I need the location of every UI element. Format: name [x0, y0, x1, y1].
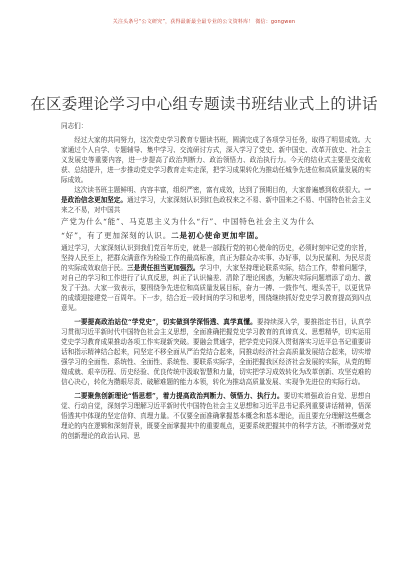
point-three-heading: 三是责任担当更加强烈。 [126, 264, 200, 272]
paragraph-achievements [61, 185, 371, 215]
text-run: “好”，有了更加深刻的认识。 [61, 231, 172, 240]
text-run: 通过学习，大家深刻认识到我们党百年历史，就是一部践行党的初心使命的历史，必须时刻牢记党的宗旨，坚持人民至上，把群众满意作为检验工作的最高标准，真正为群众办实事、办好事，以为民谋利、为民尽责的实际成效取信于民。 [61, 244, 371, 272]
point-two-heading: 二是初心使命更加牢固。 [171, 231, 264, 240]
section-two-text: 要切实增强政治自觉、思想自觉、行动自觉，深刻学习理解习近平新时代中国特色社会主义思想和习近平总书记系列重要讲话精神，悟深悟透其中体现的坚定信仰、真理力量。不仅要全面准确掌握基本概念和基本理论，而且要充分理解这些概念理论的内在逻辑和深刻背景，既要全面掌握其中的重要观点，更要系统把握其中的科学方法，不断增强对党的创新理论的政治认同、思 [61, 392, 372, 440]
section-one-subheading: ，切实做到学深悟透、真学真懂。 [155, 318, 257, 326]
text-run: 这次读书班主题鲜明、内容丰富，组织严密，富有成效，达到了预期目的，大家普遍感到收获很大。 [74, 186, 365, 194]
section-two [61, 391, 371, 441]
text-run: 通过学习，大家深刻认识到红色政权来之不易、新中国来之不易、中国特色社会主义来之不易，对中国共 [61, 196, 372, 214]
point-one-heading: 一是政治信念更加坚定。 [61, 186, 371, 204]
paragraph-continuation [61, 243, 371, 313]
paragraph-continuation-spaced-2 [61, 229, 371, 243]
section-one-text: 要持续深入学，要推指定书目，认真学习贯彻习近平新时代中国特色社会主义思想，全面准确把握党史学习教育的真谛真义、思想精华，切实运用党史学习教育成果推动各项工作实现新突破。要融会贯通学，把学党史同深入贯彻落实习近平总书记重要讲话和指示精神结合起来，同坚定不移全面从严治党结合起来，同推动经济社会高质量发展结合起来，切实增强学习的全面性、系统性、全面性、系统性、要联系实际学，全面把握我区经济社会发展的实际，从党的辉煌成就、艰辛历程、历史经验、优良传统中汲取智慧和力量，切实把学习成效转化为改革创新、攻坚克难的信心决心，转化为攒眼尽责、破解难题的能力本领，转化为推动高质量发展、实现争先进位的实际行动。 [61, 318, 372, 386]
section-two-subheading: ，着力提高政治判断力、领悟力、执行力。 [155, 392, 284, 400]
section-two-heading: 二要聚焦创新理论“悟思想” [74, 392, 156, 400]
document-body [61, 119, 371, 441]
paragraph-intro: 经过大家的共同努力，这次党史学习教育专题读书班，圆满完成了各项学习任务，取得了明显成效。大家通过个人自学、专题辅导、集中学习、交流研讨方式，深入学习了党史、新中国史、改革开放史、社会主义发展史等重要内容，进一步提高了政治判断力、政治领悟力、政治执行力。今天的结业式主要是交流收获、总结提升，进一步推动党史学习教育走实走深，把学习成果转化为推动任城争先进位和高质量发展的实际成效。 [61, 136, 371, 184]
section-one-heading: 一要提高政治站位“学党史” [74, 318, 156, 326]
paragraph-continuation-spaced: 产党为什么“能”、马克思主义为什么“行”、中国特色社会主义为什么 [61, 217, 315, 226]
document-title: 在区委理论学习中心组专题读书班结业式上的讲话 [30, 95, 378, 113]
text-run: 学习中，大家坚持理论联系实际，结合工作，带着问题学，对自己的学习和工作进行了认真反思，纠正了认识偏差、清除了理论困惑，为解决实际问题增添了动力、激发了干劲。大家一致表示，要围绕争先进位和高质量发展目标，奋力一搏、一鼓作气、埋头苦干，以更优异的成绩迎接建党一百周年。下一步，结合近一段时间的学习和思考，围绕继续抓好党史学习教育提高到四点意见。 [61, 264, 372, 312]
header-banner: 关注头条号“公文研究”，获得最新最全最专业的公文资料库！ 微信：gongwen [112, 19, 296, 25]
salutation: 同志们： [61, 122, 88, 130]
section-one [61, 317, 371, 387]
